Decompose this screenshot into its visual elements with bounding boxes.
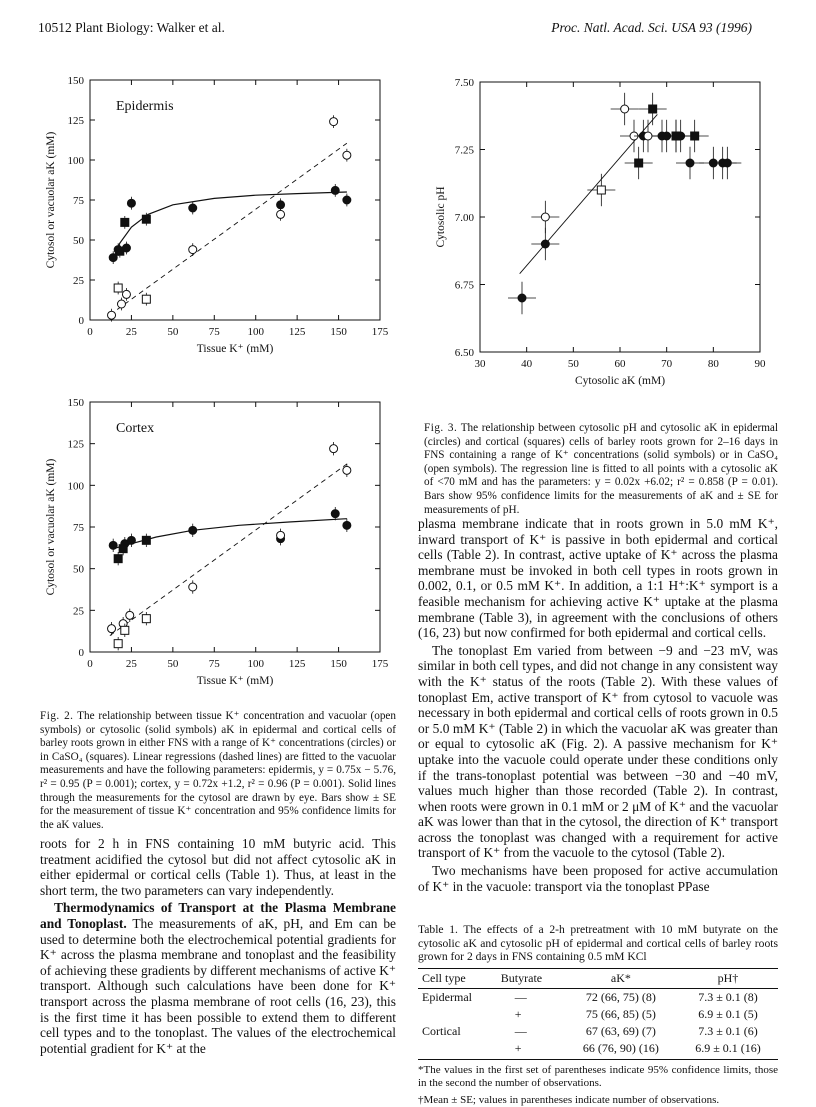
table-cell: 72 (66, 75) (8) xyxy=(585,989,656,1004)
table-1-title: Table 1. The effects of a 2-h pretreatment with 10 mM butyrate on the cytosolic aK and cytosolic pH of epidermal and cortical cells of barley roots grown for 2 days in FNS containing 0.5 mM KCl xyxy=(418,923,778,964)
data-point xyxy=(343,466,351,474)
x-tick-label: 75 xyxy=(208,658,220,670)
data-point xyxy=(597,186,605,194)
data-point xyxy=(114,555,122,563)
y-tick-label: 150 xyxy=(67,397,84,409)
y-tick-label: 100 xyxy=(67,480,84,493)
data-point xyxy=(343,521,351,529)
data-point xyxy=(672,132,680,140)
data-point xyxy=(189,526,197,534)
fig2-caption-label: Fig. 2. xyxy=(40,710,74,722)
data-point xyxy=(142,536,150,544)
x-axis-label: Cytosolic aK (mM) xyxy=(574,375,666,387)
x-axis-label: Tissue K⁺ (mM) xyxy=(196,675,274,687)
data-point xyxy=(691,132,699,140)
table-header: Butyrate xyxy=(497,968,564,988)
data-point xyxy=(122,290,130,298)
table-cell: — xyxy=(514,1023,527,1038)
fig3-caption-label: Fig. 3. xyxy=(424,422,458,434)
y-tick-label: 75 xyxy=(73,522,84,534)
y-tick-label: 125 xyxy=(67,438,84,451)
right-body-text xyxy=(418,516,778,896)
y-tick-label: 7.50 xyxy=(454,77,474,89)
data-point xyxy=(330,118,338,126)
data-point xyxy=(189,246,197,254)
data-point xyxy=(343,151,351,159)
table-row xyxy=(418,1023,778,1040)
x-tick-label: 150 xyxy=(330,658,347,670)
y-axis-label: Cytosol or vacuolar aK (mM) xyxy=(45,131,57,269)
table-header: pH† xyxy=(678,968,778,988)
regression-line xyxy=(110,143,347,315)
y-tick-label: 75 xyxy=(73,195,84,207)
table-cell: Epidermal xyxy=(422,989,472,1004)
table-cell: + xyxy=(497,1040,564,1060)
data-point xyxy=(277,210,285,218)
panel-label: Cortex xyxy=(116,421,155,436)
x-axis-label: Tissue K⁺ (mM) xyxy=(196,343,274,355)
data-point xyxy=(114,640,122,648)
y-tick-label: 7.00 xyxy=(454,212,474,224)
y-tick-label: 0 xyxy=(78,647,84,659)
table-cell: 7.3 ± 0.1 (6) xyxy=(698,1023,758,1038)
table-cell: Cortical xyxy=(422,1023,461,1038)
data-point xyxy=(114,284,122,292)
data-point xyxy=(343,196,351,204)
y-tick-label: 0 xyxy=(78,315,84,327)
fig2-caption-text: The relationship between tissue K⁺ concentration and vacuolar (open symbols) or cytosolic (solid symbols) aK in epidermal and cortical cells of barley roots grown in either FNS with a range of K⁺ concentrations (circles) or in CaSO₄ (squares). Linear regressions (dashed lines) are fitted to the vacuolar measurements and have the following parameters: epidermis, y = 0.75x − 5.76, r² = 0.95 (P = 0.001); cortex, y = 0.72x +1.2, r² = 0.96 (P = 0.001). Solid lines through the measurements for the cytosol are drawn by eye. Bars show ± SE for the measurement of tissue K⁺ concentration and 95% confidence limits for the aK values. xyxy=(40,710,396,831)
table-cell: 75 (66, 85) (5) xyxy=(585,1006,656,1021)
x-tick-label: 25 xyxy=(125,658,137,670)
right-paragraph-2: The tonoplast Em varied from between −9 and −23 mV, was similar in both cell types, and did not change in any consistent way with the K⁺ status of the roots (Table 2). With these values of tonoplast Em, active transport of K⁺ from cytosol to vacuole was necessary in both epidermal and cortical cells of roots grown in 0.5 or 5.0 mM K⁺ (Table 2) in which the vacuolar aK was greater than or equal to cytosolic aK (Fig. 2). A passive mechanism for K⁺ uptake into the vacuole could operate under these conditions only if the trans-tonoplast potential was between −30 and −40 mV, values much higher than those recorded (Table 2). In contrast, when roots were grown in 0.1 mM or 2 μM of K⁺ and the vacuolar aK was lower than that in the cytosol, the direction of K⁺ transport across the tonoplast was changed with a requirement for active transport of K⁺ from the vacuole to the cytosol (Table 2). xyxy=(418,642,778,861)
table-cell: 6.9 ± 0.1 (5) xyxy=(698,1006,758,1021)
x-tick-label: 0 xyxy=(87,326,93,338)
data-point xyxy=(119,545,127,553)
x-tick-label: 60 xyxy=(614,358,626,370)
y-tick-label: 6.50 xyxy=(454,347,474,359)
data-point xyxy=(331,186,339,194)
table-cell xyxy=(418,1040,497,1060)
y-tick-label: 100 xyxy=(67,155,84,167)
running-header-right: Proc. Natl. Acad. Sci. USA 93 (1996) xyxy=(551,20,752,35)
data-point xyxy=(108,625,116,633)
data-point xyxy=(331,510,339,518)
data-point xyxy=(277,201,285,209)
table-cell: 7.3 ± 0.1 (8) xyxy=(698,989,758,1004)
epidermis-chart xyxy=(30,68,400,388)
y-tick-label: 25 xyxy=(73,605,84,618)
y-tick-label: 7.25 xyxy=(454,144,474,157)
cytosol-curve xyxy=(113,192,347,259)
cortex-chart xyxy=(30,390,400,710)
left-paragraph-2-text: The measurements of aK, pH, and Em can be used to determine both the electrochemical potential gradients for K⁺ across the plasma membrane and tonoplast and the feasibility of achieving these gradients by different mechanisms of active K⁺ transport. Although such calculations have been done for K⁺ transport across the plasma membrane of root cells (16, 23), this is the first time it has been possible to extend them to different cell types and to the tonoplast. The values of the electrochemical potential gradient for K⁺ at the xyxy=(40,915,396,1056)
data-point xyxy=(109,541,117,549)
x-tick-label: 175 xyxy=(371,326,389,338)
data-point xyxy=(142,215,150,223)
table-cell: + xyxy=(514,1006,522,1021)
data-point xyxy=(635,159,643,167)
table-cell xyxy=(418,1006,497,1023)
data-point xyxy=(541,240,549,248)
x-tick-label: 25 xyxy=(125,326,137,338)
data-point xyxy=(127,536,135,544)
left-paragraph-1: roots for 2 h in FNS containing 10 mM butyric acid. This treatment acidified the cytosol but did not affect cytosolic aK in either epidermal or cortical cells (Table 1). Thus, at least in the short term, the two parameters can vary independently. xyxy=(40,836,396,898)
fig2-caption xyxy=(40,710,396,832)
right-paragraph-1: plasma membrane indicate that in roots grown in 5.0 mM K⁺, inward transport of K⁺ is passive in both epidermal and cortical cells (Table 2). In contrast, active uptake of K⁺ across the plasma membrane must be invoked in both cell types in roots grown in 0.002, 0.1, or 0.5 mM K⁺. In addition, a 1:1 H⁺:K⁺ symport is a feasible mechanism for achieving active K⁺ uptake at the plasma membrane (Table 3), in agreement with the conclusions of others (16, 23) but now confirmed for both epidermal and cortical cells. xyxy=(418,516,778,641)
data-point xyxy=(541,213,549,221)
y-tick-label: 150 xyxy=(67,75,84,87)
x-tick-label: 175 xyxy=(371,658,389,670)
x-tick-label: 150 xyxy=(330,326,347,338)
y-tick-label: 25 xyxy=(73,275,84,287)
data-point xyxy=(649,105,657,113)
x-tick-label: 0 xyxy=(87,658,93,670)
table-row xyxy=(418,1040,778,1060)
x-tick-label: 125 xyxy=(288,326,306,338)
data-point xyxy=(277,531,285,539)
y-tick-label: 50 xyxy=(73,235,84,247)
running-header-left: 10512 Plant Biology: Walker et al. xyxy=(38,20,225,35)
x-tick-label: 80 xyxy=(707,358,719,370)
data-point xyxy=(621,105,629,113)
table-footnote-2: †Mean ± SE; values in parentheses indicate number of observations. xyxy=(418,1093,720,1106)
data-point xyxy=(142,295,150,303)
fig3-caption-text: The relationship between cytosolic pH and cytosolic aK in epidermal (circles) and cortical (squares) cells of barley roots grown for 2–16 days in FNS containing a range of K⁺ concentrations (solid symbols) or in CaSO₄ (open symbols). The regression line is fitted to all points with a cytosolic aK of <70 mM and has the parameters: y = 0.02x +6.02; r² = 0.858 (P = 0.01). Bars show 95% confidence limits for the measurements of aK and ± SE for measurements of pH. xyxy=(424,422,778,516)
data-point xyxy=(189,583,197,591)
y-axis-label: Cytosolic pH xyxy=(435,186,447,248)
regression-line xyxy=(110,464,347,636)
table-footnote-1: *The values in the first set of parentheses indicate 95% confidence limits, those in the second the number of observations. xyxy=(418,1063,778,1089)
x-tick-label: 50 xyxy=(167,658,179,670)
panel-label: Epidermis xyxy=(116,99,174,114)
fig3-caption xyxy=(424,422,778,517)
data-point xyxy=(126,611,134,619)
x-tick-label: 50 xyxy=(567,358,579,370)
table-1-grid xyxy=(418,968,778,1060)
table-cell: 67 (63, 69) (7) xyxy=(585,1023,656,1038)
table-row xyxy=(418,1006,778,1023)
data-point xyxy=(116,247,124,255)
data-point xyxy=(189,204,197,212)
data-point xyxy=(121,218,129,226)
table-row xyxy=(418,988,778,1006)
x-tick-label: 30 xyxy=(474,358,486,370)
x-tick-label: 125 xyxy=(288,658,306,670)
y-tick-label: 125 xyxy=(67,115,84,127)
left-body-text xyxy=(40,836,396,1058)
y-tick-label: 6.75 xyxy=(454,279,474,292)
data-point xyxy=(644,132,652,140)
section-heading: Thermodynamics of Transport at the Plasma Membrane and Tonoplast. xyxy=(40,900,396,931)
x-tick-label: 40 xyxy=(521,358,533,370)
x-tick-label: 70 xyxy=(661,358,673,370)
data-point xyxy=(117,300,125,308)
data-point xyxy=(518,294,526,302)
left-paragraph-2 xyxy=(40,900,396,1056)
table-header: Cell type xyxy=(418,968,497,988)
data-point xyxy=(142,615,150,623)
x-tick-label: 75 xyxy=(208,326,220,338)
table-1 xyxy=(418,923,778,1107)
data-point xyxy=(723,159,731,167)
right-paragraph-3: Two mechanisms have been proposed for active accumulation of K⁺ in the vacuole: transport via the tonoplast PPase xyxy=(418,863,778,894)
data-point xyxy=(127,199,135,207)
ph-chart xyxy=(418,72,778,402)
x-tick-label: 100 xyxy=(247,326,264,338)
x-tick-label: 50 xyxy=(167,326,179,338)
data-point xyxy=(108,311,116,319)
table-cell: — xyxy=(514,989,527,1004)
table-header: aK* xyxy=(564,968,678,988)
data-point xyxy=(121,626,129,634)
table-cell: 6.9 ± 0.1 (16) xyxy=(678,1040,778,1060)
x-tick-label: 100 xyxy=(247,658,264,670)
x-tick-label: 90 xyxy=(754,358,766,370)
data-point xyxy=(330,445,338,453)
y-tick-label: 50 xyxy=(73,563,84,576)
data-point xyxy=(686,159,694,167)
table-cell: 66 (76, 90) (16) xyxy=(564,1040,678,1060)
y-axis-label: Cytosol or vacuolar aK (mM) xyxy=(45,458,57,596)
